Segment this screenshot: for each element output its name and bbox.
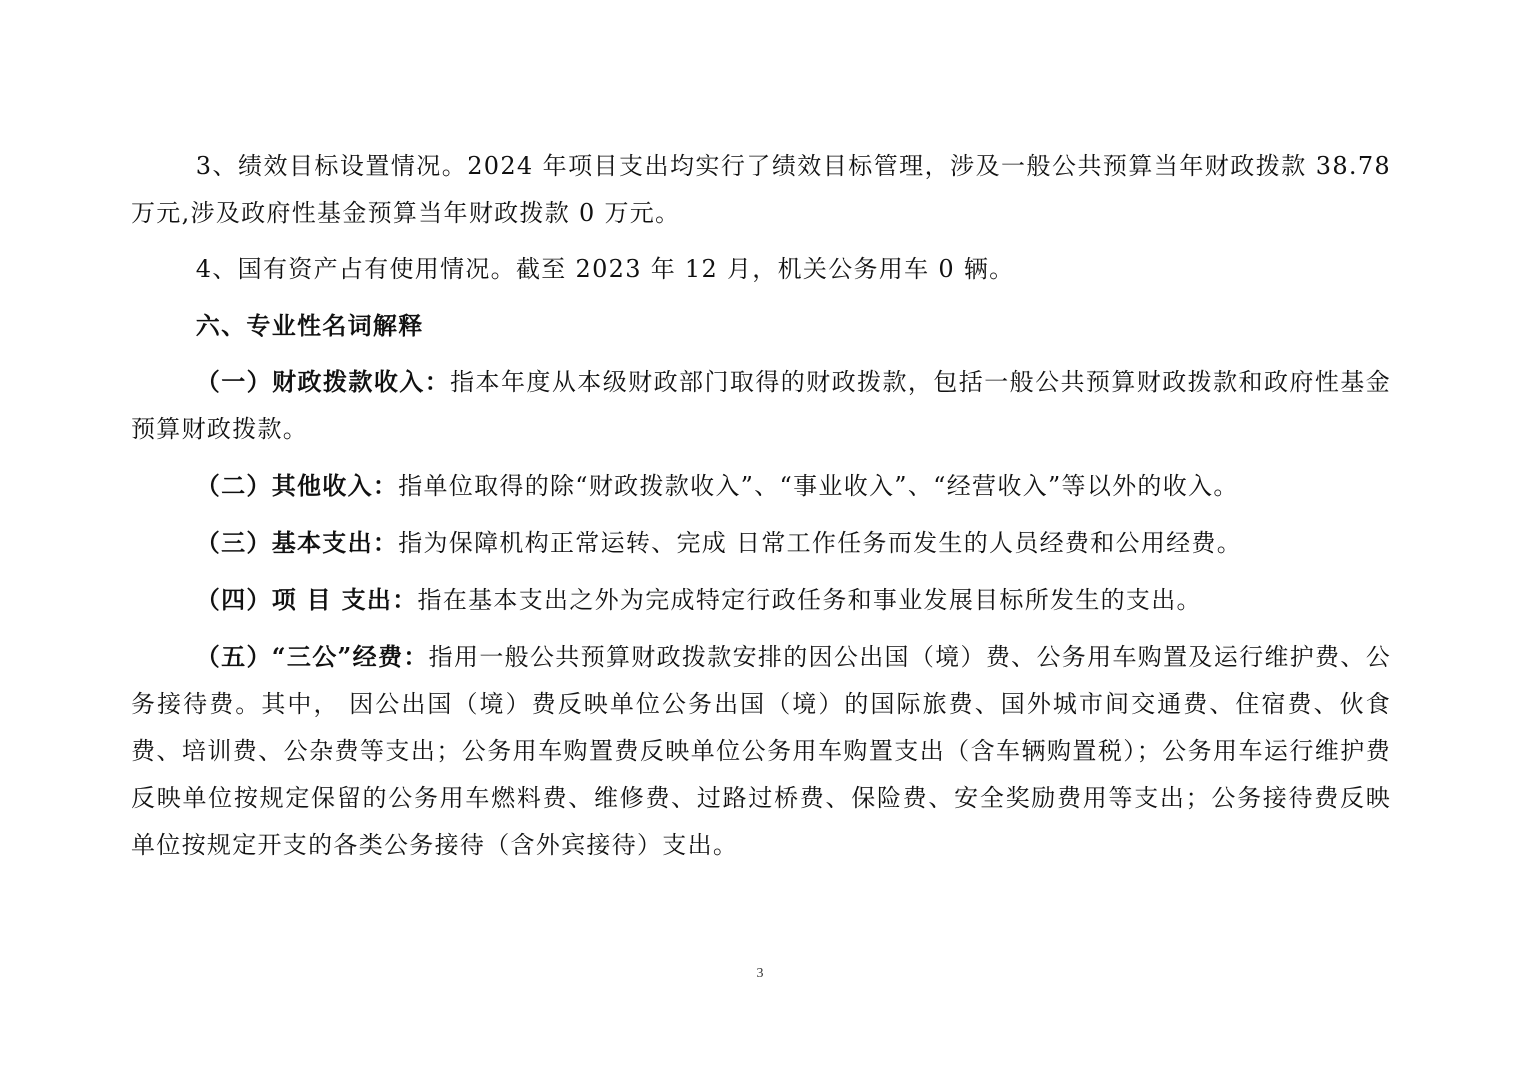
definition-term: （一）财政拨款收入： — [195, 367, 451, 396]
definition-term: （三）基本支出： — [195, 528, 399, 557]
page-number: 3 — [756, 966, 764, 981]
document-body — [131, 143, 1391, 869]
paragraph-performance-targets: 3、绩效目标设置情况。2024 年项目支出均实行了绩效目标管理，涉及一般公共预算当年财政拨款 38.78 万元,涉及政府性基金预算当年财政拨款 0 万元。 — [131, 152, 1391, 227]
definition-body: 指单位取得的除“财政拨款收入”、“事业收入”、“经营收入”等以外的收入。 — [398, 472, 1239, 500]
definition-body: 指为保障机构正常运转、完成 日常工作任务而发生的人员经费和公用经费。 — [398, 529, 1243, 557]
definition-three-public-expenses — [131, 633, 1391, 869]
paragraph-state-assets: 4、国有资产占有使用情况。截至 2023 年 12 月，机关公务用车 0 辆。 — [195, 255, 1015, 283]
definition-term: （五）“三公”经费： — [195, 642, 429, 671]
definition-body: 指在基本支出之外为完成特定行政任务和事业发展目标所发生的支出。 — [417, 586, 1202, 614]
definition-term: （二）其他收入： — [195, 471, 399, 500]
definition-fiscal-appropriation-income — [131, 358, 1391, 453]
definition-basic-expenditure — [131, 519, 1391, 567]
definition-body: 指用一般公共预算财政拨款安排的因公出国（境）费、公务用车购置及运行维护费、公务接待费。其中， 因公出国（境）费反映单位公务出国（境）的国际旅费、国外城市间交通费、住宿费、伙食费、培训费、公杂费等支出；公务用车购置费反映单位公务用车购置支出（含车辆购置税）；公务用车运行维护费反映单位按规定保留的公务用车燃料费、维修费、过路过桥费、保险费、安全奖励费用等支出；公务接待费反映单位按规定开支的各类公务接待（含外宾接待）支出。 — [131, 643, 1392, 859]
definition-other-income — [131, 462, 1391, 510]
section-heading: 六、专业性名词解释 — [195, 311, 424, 340]
definition-project-expenditure — [131, 576, 1391, 624]
definition-term: （四）项 目 支出： — [195, 585, 418, 614]
definition-body: 指本年度从本级财政部门取得的财政拨款，包括一般公共预算财政拨款和政府性基金预算财政拨款。 — [131, 368, 1391, 443]
